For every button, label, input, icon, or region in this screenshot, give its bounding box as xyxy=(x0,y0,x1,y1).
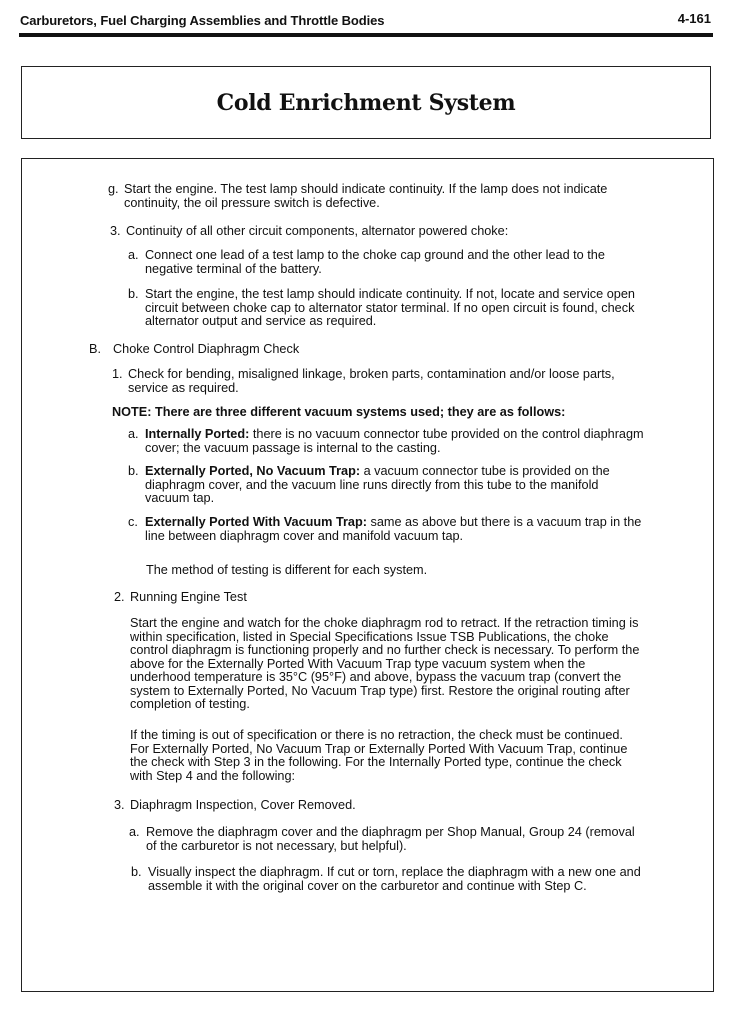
step-3b xyxy=(128,287,650,329)
page-number: 4-161 xyxy=(677,11,711,26)
step-b3a-text: Remove the diaphragm cover and the diaphragm per Shop Manual, Group 24 (removal of the carburetor is not necessary, but helpful). xyxy=(146,825,635,853)
step-g xyxy=(108,182,644,210)
vacuum-type-c xyxy=(128,515,645,543)
step-3b-text: Start the engine, the test lamp should indicate continuity. If not, locate and service open circuit between choke cap to alternator stator terminal. If no open circuit is found, check alternator output and service as required. xyxy=(145,287,635,328)
step-b2-text: Running Engine Test xyxy=(130,590,247,604)
step-b2 xyxy=(114,590,610,605)
method-note: The method of testing is different for each system. xyxy=(146,563,428,577)
section-b-text: Choke Control Diaphragm Check xyxy=(113,342,300,356)
step-3a-label: a. xyxy=(128,248,139,262)
step-b3-text: Diaphragm Inspection, Cover Removed. xyxy=(130,798,356,812)
step-b2-label: 2. xyxy=(114,590,125,604)
step-3-alternator-text: Continuity of all other circuit components, alternator powered choke: xyxy=(126,224,509,238)
step-b3b-label: b. xyxy=(131,865,142,879)
step-b3a-label: a. xyxy=(129,825,140,839)
step-b1-text: Check for bending, misaligned linkage, broken parts, contamination and/or loose parts, service as required. xyxy=(128,367,615,395)
vacuum-type-a xyxy=(128,427,645,455)
vacuum-type-c-term: Externally Ported With Vacuum Trap: xyxy=(145,515,367,529)
step-b1 xyxy=(112,367,640,395)
step-b3b-text: Visually inspect the diaphragm. If cut or torn, replace the diaphragm with a new one and assemble it with the original cover on the carburetor and continue with Step C. xyxy=(148,865,641,893)
vacuum-type-a-label: a. xyxy=(128,427,139,441)
vacuum-type-a-term: Internally Ported: xyxy=(145,427,250,441)
vacuum-type-b-text: a vacuum connector tube is provided on the diaphragm cover, and the vacuum line runs directly from this tube to the manifold vacuum tap. xyxy=(145,464,610,505)
vacuum-type-c-text: same as above but there is a vacuum trap in the line between diaphragm cover and manifold vacuum tap. xyxy=(145,515,642,543)
section-b-heading xyxy=(89,342,613,357)
step-b3-label: 3. xyxy=(114,798,125,812)
step-b1-label: 1. xyxy=(112,367,123,381)
step-3a xyxy=(128,248,645,276)
step-3-alternator-label: 3. xyxy=(110,224,121,238)
running-test-paragraph-1: Start the engine and watch for the choke diaphragm rod to retract. If the retraction timing is within specification, listed in Special Specifications Issue TSB Publications, the choke control diaphragm is functioning properly and no further check is necessary. To perform the above for the Externally Ported With Vacuum Trap type vacuum system when the underhood temperature is 35°C (95°F) and above, bypass the vacuum trap (convert the system to Externally Ported, No Vacuum Trap type) first. Restore the original routing after completion of testing. xyxy=(130,616,640,711)
note: NOTE: There are three different vacuum systems used; they are as follows: xyxy=(112,405,566,419)
step-g-text: Start the engine. The test lamp should indicate continuity. If the lamp does not indicate continuity, the oil pressure switch is defective. xyxy=(124,182,608,210)
page-title: Cold Enrichment System xyxy=(216,89,516,116)
section-b-label: B. xyxy=(89,342,101,356)
title-box xyxy=(21,66,711,139)
vacuum-type-c-label: c. xyxy=(128,515,138,529)
step-3-alternator xyxy=(110,224,646,239)
running-header-title: Carburetors, Fuel Charging Assemblies and Throttle Bodies xyxy=(20,13,385,28)
header-rule xyxy=(19,33,713,37)
step-g-label: g. xyxy=(108,182,119,196)
step-b3b xyxy=(131,865,653,893)
vacuum-type-b-term: Externally Ported, No Vacuum Trap: xyxy=(145,464,361,478)
vacuum-type-b-label: b. xyxy=(128,464,139,478)
running-test-paragraph-2: If the timing is out of specification or there is no retraction, the check must be continued. For Externally Ported, No Vacuum Trap or Externally Ported With Vacuum Trap, continue the check with Step 3 in the following. For the Internally Ported type, continue the check with Step 4 and the following: xyxy=(130,728,628,783)
vacuum-type-b xyxy=(128,464,645,506)
step-b3a xyxy=(129,825,646,853)
step-3b-label: b. xyxy=(128,287,139,301)
step-b3 xyxy=(114,798,610,813)
vacuum-type-a-text: there is no vacuum connector tube provided on the control diaphragm cover; the vacuum passage is internal to the casting. xyxy=(145,427,644,455)
step-3a-text: Connect one lead of a test lamp to the choke cap ground and the other lead to the negative terminal of the battery. xyxy=(145,248,605,276)
